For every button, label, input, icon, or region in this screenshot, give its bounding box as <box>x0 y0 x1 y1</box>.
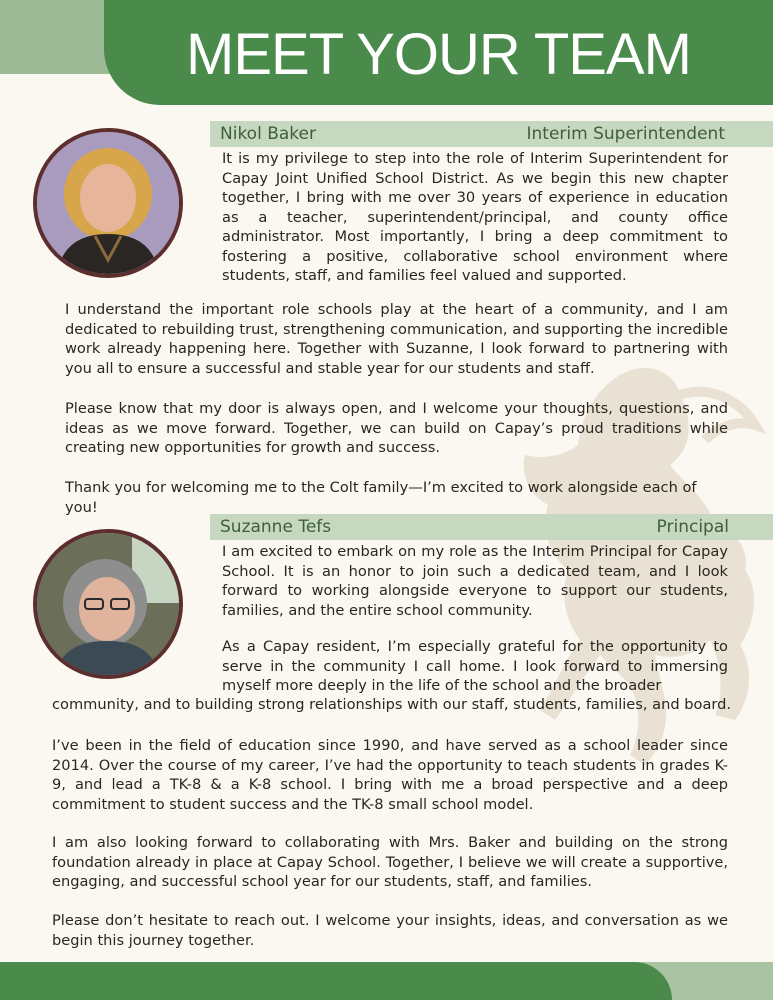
member-name-bar <box>210 514 773 540</box>
header-accent-tab <box>0 0 120 74</box>
bio-paragraph: Thank you for welcoming me to the Colt family—I’m excited to work alongside each of you! <box>65 479 697 516</box>
bio-paragraph: I understand the important role schools play at the heart of a community, and I am dedicated to rebuilding trust, strengthening communication, and supporting the incredible work already happening here. Together with Suzanne, I look forward to partnering with you all to ensure a successful and stable year for our students and staff. <box>65 301 728 377</box>
page-title: MEET YOUR TEAM <box>186 22 691 87</box>
bio-paragraph: Please know that my door is always open, and I welcome your thoughts, questions, and ideas as we move forward. Together, we can build on Capay’s proud traditions while creating new opportunities for growth and success. <box>65 400 728 456</box>
member-name: Nikol Baker <box>220 124 316 144</box>
bio-paragraph: As a Capay resident, I’m especially grateful for the opportunity to serve in the community I call home. I look forward to immersing myself more deeply in the life of the school and the broader <box>222 638 728 694</box>
member-name: Suzanne Tefs <box>220 517 332 537</box>
bio-paragraph: Please don’t hesitate to reach out. I welcome your insights, ideas, and conversation as we begin this journey together. <box>52 912 728 949</box>
bio-paragraph: It is my privilege to step into the role of Interim Superintendent for Capay Joint Unified School District. As we begin this new chapter together, I bring with me over 30 years of experience in education as a teacher, superintendent/principal, and county office administrator. Most importantly, I bring a deep commitment to fostering a positive, collaborative school environment where students, staff, and families feel valued and supported. <box>222 150 728 284</box>
member-role: Interim Superintendent <box>526 124 725 144</box>
footer-bar <box>0 962 672 1000</box>
header-banner <box>104 0 773 105</box>
member-role: Principal <box>656 517 729 537</box>
nikol-baker-portrait <box>33 128 183 278</box>
bio-paragraph: I’ve been in the field of education since 1990, and have served as a school leader since 2014. Over the course of my career, I’ve had the opportunity to teach students in grades K-9, and lead a TK-8 & a K-8 school. I bring with me a broad perspective and a deep commitment to student success and the TK-8 small school model. <box>52 737 728 813</box>
bio-paragraph: I am also looking forward to collaborating with Mrs. Baker and building on the strong foundation already in place at Capay School. Together, I believe we will create a supportive, engaging, and successful school year for our students, staff, and families. <box>52 834 728 890</box>
bio-paragraph: I am excited to embark on my role as the Interim Principal for Capay School. It is an honor to join such a dedicated team, and I look forward to working alongside everyone to support our students, families, and the entire school community. <box>222 543 728 619</box>
suzanne-tefs-portrait <box>33 529 183 679</box>
member-name-bar <box>210 121 773 147</box>
bio-paragraph: community, and to building strong relationships with our staff, students, families, and board. <box>52 696 732 713</box>
